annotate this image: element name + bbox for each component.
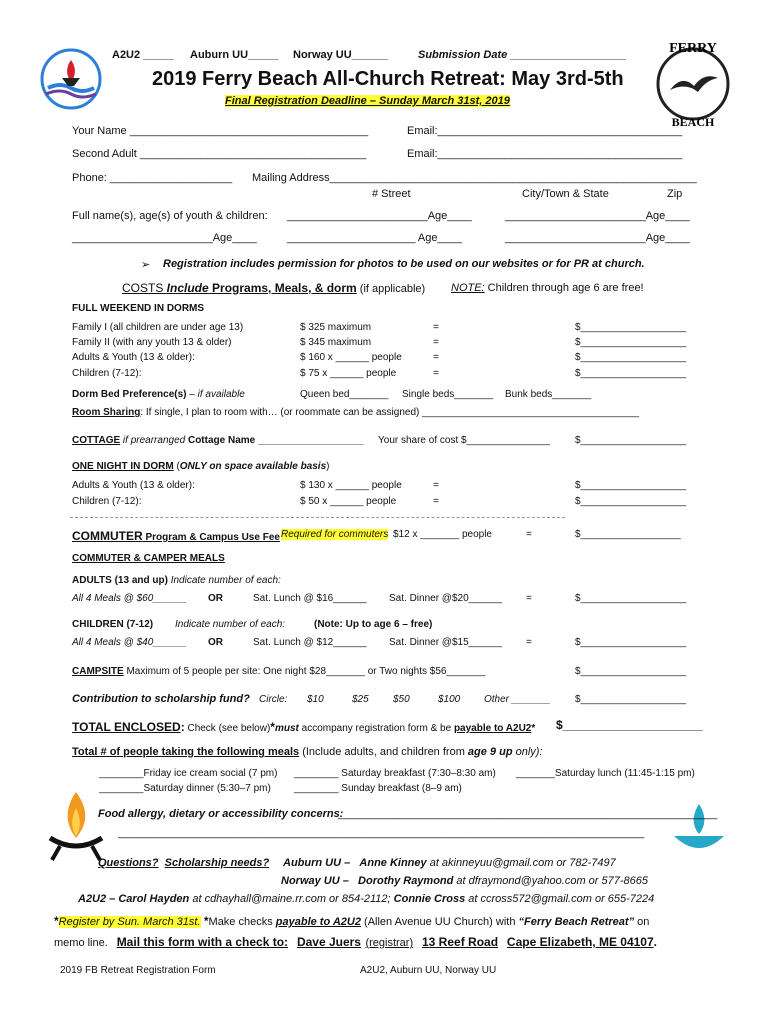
cottage-if-prearranged: if prearranged [120, 435, 186, 446]
adults-label: ADULTS (13 and up) [72, 575, 168, 586]
children-note: (Note: Up to age 6 – free) [314, 619, 433, 630]
dave-juers: Dave Juers [296, 935, 361, 949]
if-applicable: (if applicable) [356, 283, 426, 295]
youth-field-5[interactable]: _______________________Age____ [505, 232, 690, 244]
fw-price-2: $ 345 maximum [300, 337, 372, 348]
youth-label: Full name(s), age(s) of youth & children: [72, 210, 268, 222]
total-check: Check (see below) [184, 723, 271, 734]
total-star: * [270, 720, 275, 734]
adults-eq: = [526, 593, 532, 604]
memo-line: memo line. [54, 937, 108, 949]
commuter-label: COMMUTER [72, 529, 143, 543]
adults-indicate: Indicate number of each: [167, 575, 281, 586]
total-payable: payable to A2U2 [453, 723, 532, 734]
commuter-price-field[interactable]: $12 x _______ people [393, 529, 492, 540]
costs-rest: Programs, Meals, & dorm [208, 281, 357, 295]
register-star: * [54, 914, 59, 928]
campsite-label: CAMPSITE [72, 666, 124, 677]
on-label-2: Children (7-12): [72, 496, 142, 507]
meals-heading: COMMUTER & CAMPER MEALS [72, 553, 225, 564]
total-colon: : [180, 720, 185, 734]
contribution-label: Contribution to scholarship fund? [72, 693, 250, 705]
dorm-pref-label: Dorm Bed Preference(s) [72, 389, 187, 400]
connie-contact: at ccross572@gmail.com or 655-7224 [465, 893, 655, 905]
children-all-meals-field[interactable]: All 4 Meals @ $40______ [72, 637, 187, 648]
children-label: CHILDREN (7-12) [72, 619, 154, 630]
option-50[interactable]: $50 [393, 694, 410, 705]
fw-total-2[interactable]: $___________________ [575, 337, 687, 348]
campsite-text[interactable]: Maximum of 5 people per site: One night $28_______ or Two nights $56_______ [123, 666, 486, 677]
chalice-flame-icon [40, 788, 112, 863]
note-text: Children through age 6 are free! [484, 282, 644, 294]
option-other[interactable]: Other _______ [484, 694, 551, 705]
allergy-field-2[interactable]: ______________________________________________________________________________________ [118, 827, 645, 839]
sat-dinner-field[interactable]: ________Saturday dinner (5:30–7 pm) [99, 783, 271, 794]
children-eq: = [526, 637, 532, 648]
register-on: on [634, 916, 650, 928]
email-field-2[interactable]: Email:________________________________________ [407, 148, 683, 160]
cottage-total[interactable]: $___________________ [575, 435, 687, 446]
deadline: Final Registration Deadline – Sunday March 31st, 2019 [225, 95, 510, 107]
street-label: # Street [372, 188, 411, 200]
on-total-2[interactable]: $___________________ [575, 496, 687, 507]
if-available: – if available [186, 389, 245, 400]
ferry-beach-logo [652, 38, 734, 128]
on-eq-1: = [433, 480, 439, 491]
a2u2-field[interactable]: A2U2 _____ [112, 49, 174, 61]
your-name-field[interactable]: Your Name _______________________________________ [72, 125, 369, 137]
cape-elizabeth: Cape Elizabeth, ME 04107 [506, 935, 654, 949]
adults-dinner-field[interactable]: Sat. Dinner @$20______ [389, 593, 503, 604]
fw-eq-1: = [433, 322, 439, 333]
cottage-label: COTTAGE [72, 435, 121, 446]
auburn-contact-name: Anne Kinney [359, 857, 427, 869]
people-meals-age: age 9 up [467, 746, 513, 758]
allergy-label: Food allergy, dietary or accessibility concerns: [98, 808, 344, 820]
page-title: 2019 Ferry Beach All-Church Retreat: May 3rd-5th [152, 68, 624, 90]
youth-field-2[interactable]: _______________________Age____ [505, 210, 690, 222]
norway-contact-label: Norway UU – [281, 875, 349, 887]
norway-contact-name: Dorothy Raymond [358, 875, 454, 887]
uu-chalice-logo [40, 48, 102, 110]
on-price-1[interactable]: $ 130 x ______ people [300, 480, 402, 491]
total-star2: * [531, 723, 536, 734]
connie-name: Connie Cross [393, 893, 466, 905]
city-label: City/Town & State [522, 188, 609, 200]
fw-total-3[interactable]: $___________________ [575, 352, 687, 363]
commuter-program: Program & Campus Use Fee [142, 532, 280, 543]
fw-label-3: Adults & Youth (13 & older): [72, 352, 195, 363]
costs-heading [122, 281, 425, 295]
adults-lunch-field[interactable]: Sat. Lunch @ $16______ [253, 593, 367, 604]
fw-label-1: Family I (all children are under age 13) [72, 322, 244, 333]
a2u2-contact-name: Carol Hayden [118, 893, 190, 905]
one-night-heading: ONE NIGHT IN DORM [72, 461, 174, 472]
children-dinner-field[interactable]: Sat. Dinner @$15______ [389, 637, 503, 648]
scholarship-label: Scholarship needs? [164, 857, 270, 869]
cottage-share-field[interactable]: Your share of cost $_______________ [378, 435, 550, 446]
auburn-contact-label: Auburn UU – [283, 857, 351, 869]
a2u2-contact-info: at cdhayhall@maine.rr.com or 854-2112; [189, 893, 394, 905]
auburn-contact-info: at akinneyuu@gmail.com or 782-7497 [426, 857, 616, 869]
register-payable: payable to A2U2 [275, 916, 361, 928]
ferry-logo-top: FERRY [669, 41, 717, 56]
total-must: must [274, 723, 299, 734]
on-eq-2: = [433, 496, 439, 507]
adults-or: OR [208, 593, 223, 604]
mailing-address-field[interactable]: Mailing Address____________________________________________________________ [252, 172, 697, 184]
commuter-eq: = [526, 529, 532, 540]
fw-total-1[interactable]: $___________________ [575, 322, 687, 333]
a2u2-contact-label: A2U2 – [78, 893, 116, 905]
fw-label-4: Children (7-12): [72, 368, 142, 379]
footer-center: A2U2, Auburn UU, Norway UU [360, 965, 497, 976]
ferry-logo-bottom: BEACH [671, 115, 715, 128]
registrar: (registrar) [365, 937, 414, 949]
friday-social-field[interactable]: ________Friday ice cream social (7 pm) [99, 768, 278, 779]
children-indicate: Indicate number of each: [175, 619, 286, 630]
norway-contact-info: at dfraymond@yahoo.com or 577-8665 [453, 875, 648, 887]
footer-left: 2019 FB Retreat Registration Form [60, 965, 216, 976]
adults-all-meals-field[interactable]: All 4 Meals @ $60______ [72, 593, 187, 604]
youth-field-1[interactable]: _______________________Age____ [287, 210, 472, 222]
youth-field-3[interactable]: _______________________Age____ [72, 232, 257, 244]
mail-form: Mail this form with a check to: [116, 935, 289, 949]
contribution-total[interactable]: $___________________ [575, 694, 687, 705]
note-label: NOTE: [451, 282, 485, 294]
allergy-field-1[interactable]: ______________________________________________________________ [338, 808, 718, 820]
zip-label: Zip [667, 188, 683, 200]
full-weekend-heading: FULL WEEKEND IN DORMS [72, 303, 205, 314]
register-allen: (Allen Avenue UU Church) with [360, 916, 519, 928]
photo-permission-notice: Registration includes permission for photos to be used on our websites or for PR at church. [163, 258, 645, 270]
register-by: Register by Sun. March 31st. [58, 916, 201, 928]
cottage-name-field[interactable]: Cottage Name ___________________ [185, 435, 364, 446]
option-10[interactable]: $10 [307, 694, 324, 705]
commuter-total[interactable]: $__________________ [575, 529, 681, 540]
fw-label-2: Family II (with any youth 13 & older) [72, 337, 232, 348]
on-total-1[interactable]: $___________________ [575, 480, 687, 491]
fw-price-1: $ 325 maximum [300, 322, 372, 333]
register-star2: * [200, 914, 209, 928]
single-beds-field[interactable]: Single beds_______ [402, 389, 494, 400]
on-price-2[interactable]: $ 50 x ______ people [300, 496, 397, 507]
questions-label: Questions? [98, 857, 159, 869]
sun-breakfast-field[interactable]: ________ Sunday breakfast (8–9 am) [294, 783, 462, 794]
room-sharing-label: Room Sharing [72, 407, 141, 418]
bullet-icon: ➢ [141, 259, 151, 271]
auburn-field[interactable]: Auburn UU_____ [190, 49, 279, 61]
circle-label: Circle: [259, 694, 288, 705]
total-enclosed-label: TOTAL ENCLOSED [72, 720, 181, 734]
bunk-beds-field[interactable]: Bunk beds_______ [505, 389, 592, 400]
required-highlight: Required for commuters [281, 529, 389, 540]
sat-lunch-field[interactable]: _______Saturday lunch (11:45-1:15 pm) [516, 768, 695, 779]
email-field-1[interactable]: Email:________________________________________ [407, 125, 683, 137]
norway-field[interactable]: Norway UU______ [293, 49, 389, 61]
people-meals-only: only): [512, 746, 543, 758]
queen-bed-field[interactable]: Queen bed_______ [300, 389, 389, 400]
fw-total-4[interactable]: $___________________ [575, 368, 687, 379]
total-amount-field[interactable]: $_____________________ [556, 718, 703, 732]
room-sharing-field[interactable]: : If single, I plan to room with… (or roommate can be assigned) _______________________________________ [140, 407, 640, 418]
children-lunch-field[interactable]: Sat. Lunch @ $12______ [253, 637, 367, 648]
youth-field-4[interactable]: _____________________ Age____ [287, 232, 462, 244]
adults-meals-total[interactable]: $___________________ [575, 593, 687, 604]
include-word: Include [166, 281, 209, 295]
fw-price-4[interactable]: $ 75 x ______ people [300, 368, 397, 379]
fw-eq-3: = [433, 352, 439, 363]
children-or: OR [208, 637, 223, 648]
reef-road: 13 Reef Road [422, 935, 499, 949]
one-night-only: ONLY on space available basis [179, 461, 327, 472]
total-accompany: accompany registration form & be [298, 723, 454, 734]
phone-field[interactable]: Phone: ____________________ [72, 172, 233, 184]
costs-word: COSTS [122, 281, 167, 295]
register-ferry: “Ferry Beach Retreat” [518, 916, 635, 928]
fw-price-3[interactable]: $ 160 x ______ people [300, 352, 402, 363]
on-label-1: Adults & Youth (13 & older): [72, 480, 195, 491]
submission-date-field[interactable]: Submission Date ___________________ [418, 49, 627, 61]
people-meals-paren: (Include adults, and children from [299, 746, 468, 758]
register-period: . [653, 935, 657, 949]
second-adult-field[interactable]: Second Adult _____________________________________ [72, 148, 367, 160]
children-meals-total[interactable]: $___________________ [575, 637, 687, 648]
people-meals-heading: Total # of people taking the following meals [72, 746, 300, 758]
register-make: Make checks [208, 916, 276, 928]
option-25[interactable]: $25 [352, 694, 369, 705]
option-100[interactable]: $100 [438, 694, 461, 705]
sat-breakfast-field[interactable]: ________ Saturday breakfast (7:30–8:30 am) [294, 768, 496, 779]
divider [70, 517, 565, 518]
fw-eq-2: = [433, 337, 439, 348]
fw-eq-4: = [433, 368, 439, 379]
campsite-total[interactable]: $___________________ [575, 666, 687, 677]
